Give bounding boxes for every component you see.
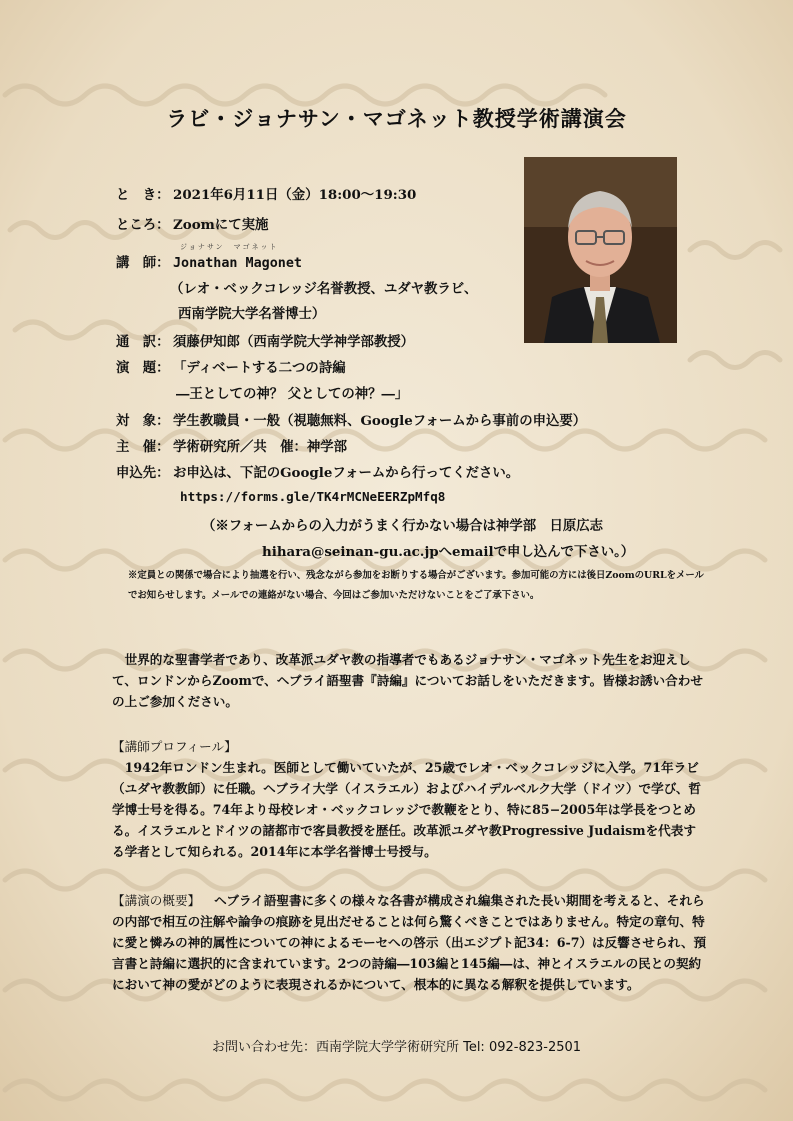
lecturer-portrait-photo (524, 157, 677, 343)
host-row (116, 436, 347, 455)
date-row (116, 184, 416, 203)
page-title: ラビ・ジョナサン・マゴネット教授学術講演会 (166, 106, 627, 131)
profile-body: 1942年ロンドン生まれ。医師として働いていたが、25歳でレオ・ベックコレッジに入学。71年ラビ（ユダヤ教教師）に任職。ヘブライ大学（イスラエル）およびハイデルベルク大学（ドイツ）で学び、哲学博士号を得る。74年より母校レオ・ベックコレッジで教鞭をとり、特に85−2005年は学長をつとめる。イスラエルとドイツの諸都市で客員教授を歴任。改革派ユダヤ教Progressive Judaismを代表する学者として知られる。2014年に本学名誉博士号授与。 (112, 760, 702, 859)
audience-label: 対 象： (116, 413, 170, 429)
topic-line-1: 「ディベートする二つの詩編 (173, 360, 346, 376)
apply-alternative-1: （※フォームからの入力がうまく行かない場合は神学部 日原広志 (202, 518, 604, 534)
lecturer-row (116, 252, 302, 271)
topic-line-2: ―王としての神？ 父としての神？―」 (176, 386, 409, 402)
summary-heading: 【講演の概要】 (112, 893, 201, 908)
notice-text: ※定員との関係で場合により抽選を行い、残念ながら参加をお断りする場合がございます。参加可能の方には後日ZoomのURLをメールでお知らせします。メールでの連絡がない場合、今回はご参加いただけないことをご了承下さい。 (128, 570, 704, 601)
apply-value: お申込は、下記のGoogleフォームから行ってください。 (173, 465, 520, 481)
interpreter-row (116, 331, 414, 350)
audience-row (116, 410, 586, 429)
apply-form-link[interactable]: https://forms.gle/TK4rMCNeEERZpMfq8 (180, 489, 446, 504)
place-label: ところ： (116, 217, 170, 233)
audience-value: 学生教職員・一般（視聴無料、Googleフォームから事前の申込要） (173, 413, 587, 429)
summary-section (112, 890, 708, 995)
topic-row (116, 357, 346, 376)
lecturer-affiliation-2: 西南学院大学名誉博士） (178, 306, 326, 322)
lecturer-affiliation-1: （レオ・ベックコレッジ名誉教授、ユダヤ教ラビ、 (170, 281, 478, 297)
date-value: 2021年6月11日（金）18:00〜19:30 (173, 187, 417, 203)
lecturer-name-ruby: ジョナサン マゴネット (180, 243, 279, 251)
lecturer-label: 講 師： (116, 255, 170, 271)
host-label: 主 催： (116, 439, 170, 455)
contact-tel: Tel: 092-823-2501 (463, 1040, 582, 1055)
place-value: Zoomにて実施 (173, 217, 269, 233)
topic-label: 演 題： (116, 360, 170, 376)
interpreter-value: 須藤伊知郎（西南学院大学神学部教授） (173, 334, 415, 350)
summary-body: ヘブライ語聖書に多くの様々な各書が構成され編集された長い期間を考えると、それらの内部で相互の注解や論争の痕跡を見出だせることは何ら驚くべきことではありません。特定の章句、特に愛と憐みの神的属性についての神によるモーセへの啓示（出エジプト記34：6-7）は反響させられ、預言書と詩編に選択的に含まれています。2つの詩編―103編と145編―は、神とイスラエルの民との契約において神の愛がどのように表現されるかについて、根本的に異なる解釈を提供しています。 (112, 893, 707, 992)
host-value: 学術研究所／共 催：神学部 (173, 439, 348, 455)
intro-paragraph: 世界的な聖書学者であり、改革派ユダヤ教の指導者でもあるジョナサン・マゴネット先生をお迎えして、ロンドンからZoomで、ヘブライ語聖書『詩編』についてお話しをいただきます。皆様お誘い合わせの上ご参加ください。 (112, 652, 703, 709)
apply-alternative-2: hihara@seinan-gu.ac.jpへemailで申し込んで下さい。） (262, 544, 635, 560)
contact-label: お問い合わせ先：西南学院大学学術研究所 (211, 1040, 459, 1055)
interpreter-label: 通 訳： (116, 334, 170, 350)
apply-label: 申込先： (116, 465, 170, 481)
contact-footer (0, 1036, 793, 1055)
apply-row (116, 462, 519, 481)
profile-heading: 【講師プロフィール】 (112, 739, 237, 754)
lecturer-name: Jonathan Magonet (173, 256, 302, 271)
date-label: と き： (116, 187, 170, 203)
place-row (116, 214, 268, 233)
